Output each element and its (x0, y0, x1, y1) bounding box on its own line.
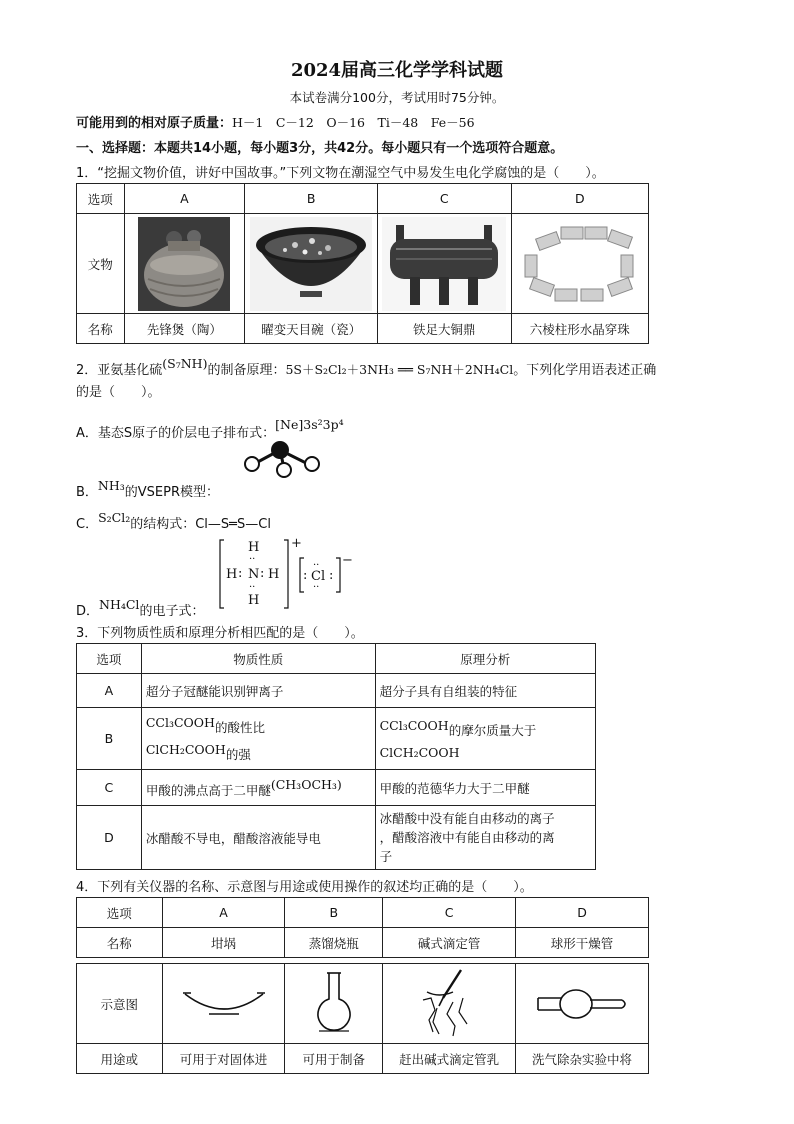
q3-prop-d: 冰醋酸不导电，醋酸溶液能导电 (141, 806, 375, 870)
q1-header-c: C (378, 184, 512, 214)
q4-use-c: 赶出碱式滴定管乳 (383, 1044, 516, 1074)
atomic-mass-line (76, 112, 475, 131)
colon-left: : (238, 566, 243, 581)
q1-row-label-artifact: 文物 (77, 214, 125, 314)
q1-header-option: 选项 (77, 184, 125, 214)
anion-charge: − (342, 553, 353, 568)
q1-name-d: 六棱柱形水晶穿珠 (511, 314, 648, 344)
q4-name-b: 蒸馏烧瓶 (285, 928, 383, 958)
q3-prop-b-t2: 的强 (225, 746, 251, 762)
q4-name-d: 球形干燥管 (516, 928, 649, 958)
q2-option-b (76, 478, 219, 500)
crucible-diagram (179, 984, 269, 1024)
q1-header-b: B (245, 184, 378, 214)
q4-use-b: 可用于制备 (285, 1044, 383, 1074)
q2-option-c-formula: S₂Cl₂ (98, 510, 131, 525)
exam-title: 2024届高三化学学科试题 (290, 60, 504, 81)
base-burette-diagram (409, 968, 489, 1040)
q2-option-d-prefix: D． (76, 604, 100, 619)
q4-diagram-b (285, 964, 383, 1044)
q3-prop-a: 超分子冠醚能识别钾离子 (141, 674, 375, 708)
q3-stem: 3．下列物质性质和原理分析相匹配的是（ ）。 (76, 626, 364, 641)
q4-header-c: C (383, 898, 516, 928)
q1-header-a: A (124, 184, 245, 214)
q4-row-label-diagram: 示意图 (77, 964, 163, 1044)
q4-header-d: D (516, 898, 649, 928)
q2-option-b-prefix: B． (76, 485, 98, 500)
q1-row-label-name: 名称 (77, 314, 125, 344)
bronze-ding-image (382, 217, 506, 311)
q2-stem-formula: (S₇NH) (162, 356, 208, 371)
q3-prop-b-t1: 的酸性比 (214, 719, 265, 735)
q2-option-c-prefix: C． (76, 517, 99, 532)
cl-colon-left: : (303, 568, 308, 583)
q1-table (76, 183, 649, 344)
pottery-jar-image (138, 217, 230, 311)
q4-table-top (76, 897, 649, 958)
q3-prop-b-f2: ClCH₂COOH (145, 741, 226, 757)
q2-option-a (76, 417, 344, 441)
atomic-mass-label: 可能用到的相对原子质量： (76, 116, 233, 131)
q2-option-c-text: 的结构式：Cl—S═S—Cl (130, 517, 271, 532)
dots-top: ·· (249, 554, 256, 565)
q4-row-label-use: 用途或 (77, 1044, 163, 1074)
q2-option-a-formula: [Ne]3s²3p⁴ (275, 417, 344, 432)
h-left: H (226, 567, 238, 582)
q3-table (76, 643, 596, 870)
q2-option-c (76, 510, 271, 532)
q4-name-a: 坩埚 (162, 928, 285, 958)
q3-opt-a: A (77, 674, 142, 708)
q4-header-option: 选项 (77, 898, 163, 928)
tianmu-bowl-image (250, 217, 372, 311)
atomic-mass-values: H－1 C－12 O－16 Ti－48 Fe－56 (232, 115, 475, 130)
q3-reason-d (375, 806, 595, 870)
q1-header-d: D (511, 184, 648, 214)
q3-prop-c (141, 770, 375, 806)
cl-symbol: Cl (311, 569, 326, 584)
q1-image-d (511, 214, 648, 314)
q3-reason-d-3: 子 (379, 849, 393, 864)
q4-header-b: B (285, 898, 383, 928)
q3-reason-d-1: 冰醋酸中没有能自由移动的离子 (379, 811, 555, 826)
q2-reaction: 5S＋S₂Cl₂＋3NH₃ ══ S₇NH＋2NH₄Cl (285, 362, 514, 377)
n-center: N (248, 567, 260, 582)
q2-stem-b: 的制备原理： (207, 363, 286, 378)
exam-subtitle: 本试卷满分100分，考试用时75分钟。 (289, 90, 505, 105)
q3-prop-c-text: 甲酸的沸点高于二甲醚 (145, 782, 271, 798)
q3-reason-b-f1: CCl₃COOH (379, 717, 449, 733)
q2-stem-d: 的是（ ）。 (76, 385, 161, 400)
q3-header-reason: 原理分析 (375, 644, 595, 674)
q3-prop-b-f1: CCl₃COOH (145, 714, 215, 730)
q1-image-a (124, 214, 245, 314)
q4-diagram-c (383, 964, 516, 1044)
q4-use-a: 可用于对固体进 (162, 1044, 285, 1074)
q4-stem: 4．下列有关仪器的名称、示意图与用途或使用操作的叙述均正确的是（ ）。 (76, 880, 533, 895)
vsepr-model-image (240, 440, 326, 478)
q3-header-property: 物质性质 (141, 644, 375, 674)
cl-colon-right: : (329, 568, 334, 583)
h-bottom: H (248, 593, 260, 608)
q1-name-a: 先锋煲（陶） (124, 314, 245, 344)
q2-stem-a: 2．亚氨基化硫 (76, 363, 163, 378)
q2-option-a-text: A．基态S原子的价层电子排布式： (76, 426, 276, 441)
q3-reason-c: 甲酸的范德华力大于二甲醚 (375, 770, 595, 806)
q3-reason-b-f2: ClCH₂COOH (379, 744, 460, 760)
q1-name-b: 曜变天目碗（瓷） (245, 314, 378, 344)
q4-diagram-d (516, 964, 649, 1044)
q1-stem: 1．“挖掘文物价值，讲好中国故事。”下列文物在潮湿空气中易发生电化学腐蚀的是（ ）。 (76, 166, 605, 181)
h-top: H (248, 540, 260, 555)
q3-opt-c: C (77, 770, 142, 806)
cl-dots-bottom: ·· (313, 582, 320, 593)
q3-reason-d-2: ，醋酸溶液中有能自由移动的离 (379, 830, 555, 845)
cl-dots-top: ·· (313, 560, 320, 571)
q2-stem-line1 (76, 356, 656, 378)
q2-option-d-text: 的电子式： (139, 604, 205, 619)
q1-image-c (378, 214, 512, 314)
q4-table-bottom (76, 963, 649, 1074)
q4-header-a: A (162, 898, 285, 928)
section-heading: 一、选择题：本题共14小题，每小题3分，共42分。每小题只有一个选项符合题意。 (76, 141, 564, 156)
q3-reason-b-t1: 的摩尔质量大于 (448, 722, 537, 738)
q3-reason-a: 超分子具有自组装的特征 (375, 674, 595, 708)
q2-option-d-formula: NH₄Cl (99, 597, 140, 612)
q3-reason-b (375, 708, 595, 770)
q3-prop-c-formula: (CH₃OCH₃) (270, 776, 342, 792)
cation-charge: + (291, 536, 302, 551)
q3-opt-b: B (77, 708, 142, 770)
crystal-beads-image (517, 217, 643, 311)
drying-tube-diagram (532, 984, 632, 1024)
q2-option-d (76, 597, 204, 619)
q2-option-b-formula: NH₃ (97, 478, 125, 493)
h-right: H (268, 567, 280, 582)
distillation-flask-diagram (309, 969, 359, 1039)
q4-use-d: 洗气除杂实验中将 (516, 1044, 649, 1074)
q3-opt-d: D (77, 806, 142, 870)
q3-prop-b (141, 708, 375, 770)
q4-name-c: 碱式滴定管 (383, 928, 516, 958)
colon-right: : (260, 566, 265, 581)
q2-option-b-text: 的VSEPR模型： (124, 485, 220, 500)
q4-diagram-a (162, 964, 285, 1044)
q3-header-option: 选项 (77, 644, 142, 674)
q1-image-b (245, 214, 378, 314)
nh4cl-electron-formula (218, 536, 353, 610)
q4-row-label-name: 名称 (77, 928, 163, 958)
q2-stem-c: 。下列化学用语表述正确 (513, 363, 657, 378)
q1-name-c: 铁足大铜鼎 (378, 314, 512, 344)
dots-bottom: ·· (249, 582, 256, 593)
